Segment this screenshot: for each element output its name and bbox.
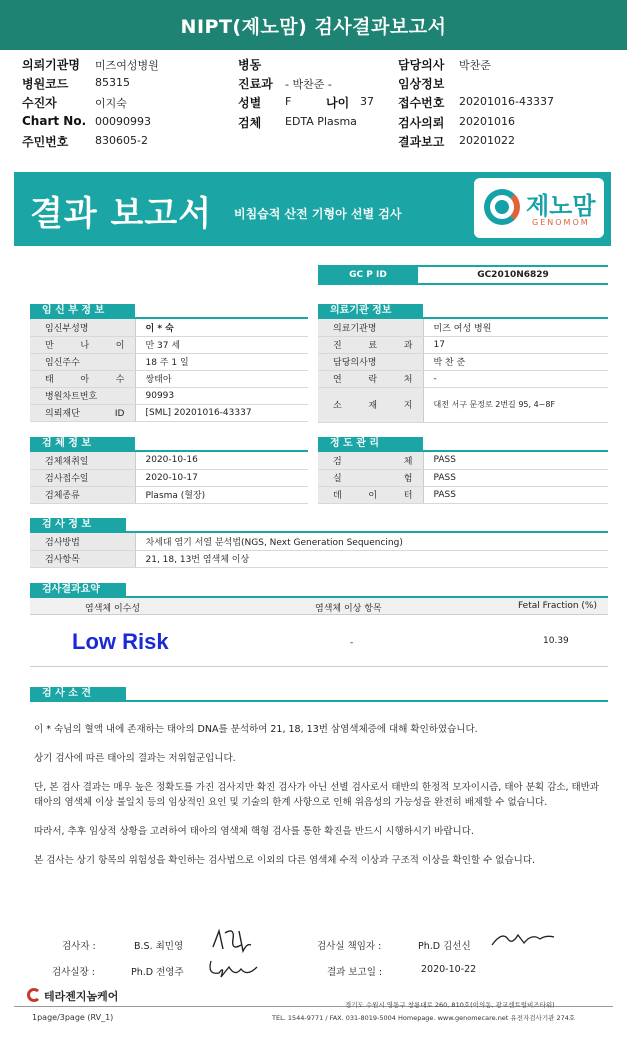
section-heading: 검사결과요약 xyxy=(30,583,126,596)
specimen-table xyxy=(30,452,308,504)
header-value: 37 xyxy=(360,95,374,108)
report-title: NIPT(제노맘) 검사결과보고서 xyxy=(0,0,627,50)
table-row xyxy=(30,353,308,370)
row-label: 검체채취일 xyxy=(30,452,135,469)
table-row xyxy=(30,336,308,353)
row-value: 2020-10-16 xyxy=(135,452,308,469)
summary-col-header: Fetal Fraction (%) xyxy=(518,601,597,611)
summary-section xyxy=(30,583,608,667)
report-banner xyxy=(14,172,611,246)
logo-name: 제노맘 xyxy=(526,192,596,220)
genomom-logo xyxy=(474,178,604,238)
logo-english: GENOMOM xyxy=(532,218,590,227)
header-value: F xyxy=(285,95,292,108)
header-label: 접수번호 xyxy=(398,96,445,110)
row-label: 연 락 처 xyxy=(318,370,423,387)
gcpid-value: GC2010N6829 xyxy=(418,265,608,285)
row-label: 담당의사명 xyxy=(318,353,423,370)
row-value: PASS xyxy=(423,469,608,486)
section-heading: 검 사 소 견 xyxy=(30,687,126,700)
fetal-fraction: 10.39 xyxy=(543,636,569,646)
header-value: 20201016 xyxy=(459,115,515,128)
section-heading: 검 사 정 보 xyxy=(30,518,126,531)
opinion-text xyxy=(34,722,609,868)
pregnancy-section xyxy=(30,304,308,422)
test-table xyxy=(30,533,608,568)
abnormal-item: - xyxy=(350,638,354,648)
row-label: 임신부성명 xyxy=(30,319,135,336)
row-value: 2020-10-17 xyxy=(135,469,308,486)
row-value: 만 37 세 xyxy=(135,336,308,353)
row-value: 90993 xyxy=(135,387,308,404)
row-label: 태 아 수 xyxy=(30,370,135,387)
opinion-paragraph: 상기 검사에 따른 태아의 결과는 저위험군입니다. xyxy=(34,753,236,764)
summary-col-header: 염색체 이상 항목 xyxy=(315,604,382,614)
row-label: 병원차트번호 xyxy=(30,387,135,404)
report-date-label: 결과 보고일 : xyxy=(327,967,383,978)
chief-signature-icon xyxy=(205,955,265,983)
pregnancy-table xyxy=(30,319,308,422)
banner-title: 결과 보고서 xyxy=(30,194,213,234)
row-label: 검사항목 xyxy=(30,550,135,567)
row-value: 21, 18, 13번 염색체 이상 xyxy=(135,550,608,567)
tester-name: B.S. 최민영 xyxy=(134,941,184,952)
specimen-section xyxy=(30,437,308,504)
gcpid-label: GC P ID xyxy=(318,265,418,285)
header-value: 20201022 xyxy=(459,134,515,147)
row-value: 쌍태아 xyxy=(135,370,308,387)
opinion-paragraph: 따라서, 추후 임상적 상황을 고려하여 태아의 염색체 핵형 검사를 통한 확진을 반드시 시행하시기 바랍니다. xyxy=(34,826,474,837)
table-row xyxy=(30,370,308,387)
header-label: 병원코드 xyxy=(22,77,69,91)
table-row xyxy=(318,486,608,503)
header-label: 병동 xyxy=(238,58,262,72)
company-address: 경기도 수원시 영통구 창룡대로 260, 810호(이의동, 광교센트럴비즈타워) xyxy=(345,1001,555,1009)
opinion-paragraph: 이 * 숙님의 혈액 내에 존재하는 태아의 DNA를 분석하여 21, 18, 13번 삼염색체증에 대해 확인하였습니다. xyxy=(34,724,478,735)
header-value: 830605-2 xyxy=(95,134,148,147)
header-label: 임상정보 xyxy=(398,77,445,91)
header-value: 미즈여성병원 xyxy=(95,59,159,72)
header-value: - 박찬준 - xyxy=(285,78,332,91)
row-label: 의뢰재단 ID xyxy=(30,404,135,421)
institution-table xyxy=(318,319,608,423)
chief-label: 검사실장 : xyxy=(52,967,95,978)
report-date: 2020-10-22 xyxy=(421,964,477,975)
banner-subtitle: 비침습적 산전 기형아 선별 검사 xyxy=(234,207,402,221)
row-value: 미즈 여성 병원 xyxy=(423,319,608,336)
table-row xyxy=(30,452,308,469)
section-heading: 검 체 정 보 xyxy=(30,437,135,450)
manager-signature-icon xyxy=(488,927,558,951)
table-row xyxy=(318,469,608,486)
header-label: 담당의사 xyxy=(398,58,445,72)
section-heading: 의료기관 정보 xyxy=(318,304,423,317)
header-label: 진료과 xyxy=(238,77,273,91)
section-heading: 임 신 부 정 보 xyxy=(30,304,135,317)
chief-name: Ph.D 전영주 xyxy=(131,967,184,978)
tester-label: 검사자 : xyxy=(62,941,96,952)
header-value: 20201016-43337 xyxy=(459,95,554,108)
table-row xyxy=(30,469,308,486)
risk-result: Low Risk xyxy=(72,629,169,654)
opinion-paragraph: 단, 본 검사 결과는 매우 높은 정확도를 가진 검사지만 확진 검사가 아닌 선별 검사로서 태반의 한정적 모자이시즘, 태아 분획 감소, 태반과 태아의 염색체 이상 불일치 등의 임상적인 요인 및 기술의 한계 사항으로 인해 위음성의 가능성을 완전히 배제할 수 없습니다. xyxy=(34,782,600,808)
table-row xyxy=(30,550,608,567)
header-value: EDTA Plasma xyxy=(285,115,357,128)
company-logo-icon xyxy=(27,988,41,1002)
row-label: 의료기관명 xyxy=(318,319,423,336)
row-label: 만 나 이 xyxy=(30,336,135,353)
table-row xyxy=(30,404,308,421)
table-row xyxy=(318,370,608,387)
header-label: 나이 xyxy=(326,96,350,110)
gcpid-box xyxy=(318,265,608,285)
summary-col-header: 염색체 이수성 xyxy=(85,604,141,614)
table-row xyxy=(318,353,608,370)
header-label: 검사의뢰 xyxy=(398,116,445,130)
row-value: 17 xyxy=(423,336,608,353)
row-label: 데 이 터 xyxy=(318,486,423,503)
row-value: - xyxy=(423,370,608,387)
header-label: 수진자 xyxy=(22,96,57,110)
summary-result-row xyxy=(30,615,608,667)
row-value: 이 * 숙 xyxy=(135,319,308,336)
header-label: 검체 xyxy=(238,116,262,130)
row-value: 차세대 염기 서열 분석법(NGS, Next Generation Sequencing) xyxy=(135,533,608,550)
qc-table xyxy=(318,452,608,504)
opinion-section xyxy=(30,687,608,702)
row-label: 검사접수일 xyxy=(30,469,135,486)
table-row xyxy=(318,336,608,353)
table-row xyxy=(30,533,608,550)
row-label: 진 료 과 xyxy=(318,336,423,353)
row-label: 임신주수 xyxy=(30,353,135,370)
table-row xyxy=(30,486,308,503)
row-value: 18 주 1 일 xyxy=(135,353,308,370)
header-label: Chart No. xyxy=(22,114,87,128)
row-value: 박 찬 준 xyxy=(423,353,608,370)
company-name: 테라젠지놈케어 xyxy=(44,990,119,1003)
header-value: 00090993 xyxy=(95,115,151,128)
row-label: 검 체 xyxy=(318,452,423,469)
company-contact: TEL. 1544-9771 / FAX. 031-8019-5004 Homepage. www.genomecare.net 유전자검사기관 274호 xyxy=(272,1014,576,1022)
section-heading: 정 도 관 리 xyxy=(318,437,423,450)
header-label: 주민번호 xyxy=(22,135,69,149)
table-row xyxy=(318,452,608,469)
page-number: 1page/3page (RV_1) xyxy=(32,1013,114,1022)
row-value: [SML] 20201016-43337 xyxy=(135,404,308,421)
summary-header-row xyxy=(30,598,608,615)
header-value: 이지숙 xyxy=(95,97,127,110)
header-value: 박찬준 xyxy=(459,59,491,72)
table-row xyxy=(318,387,608,422)
signature-block xyxy=(0,925,627,985)
header-value: 85315 xyxy=(95,76,130,89)
row-value: Plasma (혈장) xyxy=(135,486,308,503)
table-row xyxy=(30,319,308,336)
institution-section xyxy=(318,304,608,423)
row-value: PASS xyxy=(423,452,608,469)
opinion-paragraph: 본 검사는 상기 항목의 위험성을 확인하는 검사법으로 이외의 다른 염색체 수적 이상과 구조적 이상을 확인할 수 없습니다. xyxy=(34,855,536,866)
row-label: 소 재 지 xyxy=(318,387,423,422)
manager-name: Ph.D 김선신 xyxy=(418,941,471,952)
header-label: 결과보고 xyxy=(398,135,445,149)
row-value: 대전 서구 문정로 2번길 95, 4~8F xyxy=(423,387,608,422)
tester-signature-icon xyxy=(205,925,255,957)
row-label: 검사방법 xyxy=(30,533,135,550)
logo-dot-icon xyxy=(495,200,509,214)
patient-header xyxy=(0,50,627,158)
test-section xyxy=(30,518,608,568)
table-row xyxy=(30,387,308,404)
row-value: PASS xyxy=(423,486,608,503)
manager-label: 검사실 책임자 : xyxy=(317,941,382,952)
qc-section xyxy=(318,437,608,504)
header-label: 성별 xyxy=(238,96,262,110)
row-label: 검체종류 xyxy=(30,486,135,503)
table-row xyxy=(318,319,608,336)
header-label: 의뢰기관명 xyxy=(22,58,80,72)
row-label: 실 험 xyxy=(318,469,423,486)
